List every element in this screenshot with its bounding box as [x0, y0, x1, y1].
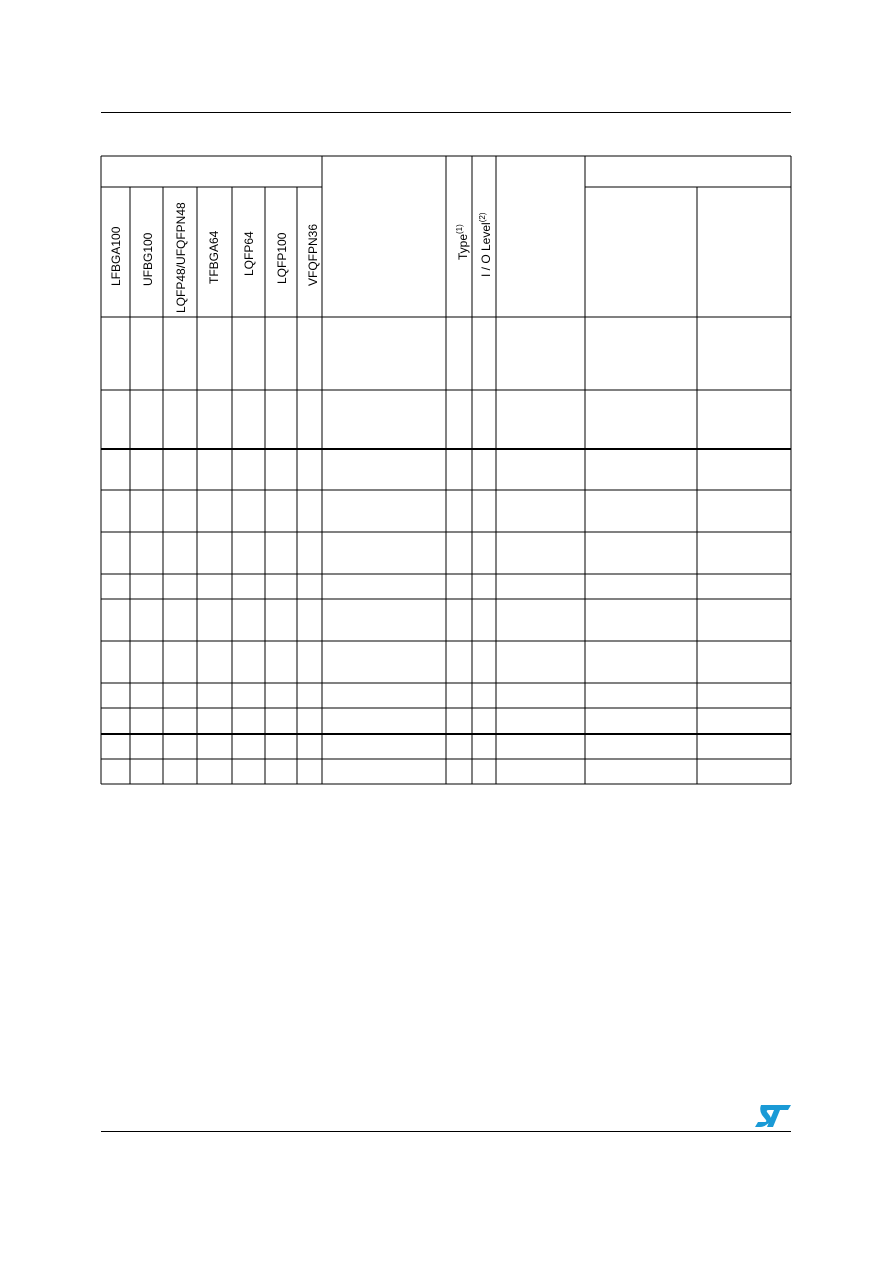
io-header-sup: (2) — [478, 212, 487, 223]
type-header-text: Type — [456, 233, 470, 260]
col-header-vfqfpn36: VFQFPN36 — [306, 223, 320, 286]
col-header-tfbga64: TFBGA64 — [207, 230, 221, 284]
table-grid — [101, 156, 791, 784]
col-header-io-level — [478, 212, 493, 277]
st-logo — [755, 1104, 791, 1128]
footer-rule — [101, 1131, 791, 1132]
type-header-sup: (1) — [455, 224, 464, 234]
io-header-text: I / O Level — [479, 222, 493, 277]
col-header-type — [455, 224, 470, 260]
st-logo-mark — [755, 1105, 791, 1127]
col-header-lqfp100: LQFP100 — [275, 232, 289, 284]
col-header-lqfp48-ufqfpn48: LQFP48/UFQFPN48 — [174, 202, 188, 313]
col-header-ufbg100: UFBG100 — [141, 232, 155, 286]
col-header-lfbga100: LFBGA100 — [109, 226, 123, 286]
col-header-lqfp64: LQFP64 — [242, 231, 256, 276]
